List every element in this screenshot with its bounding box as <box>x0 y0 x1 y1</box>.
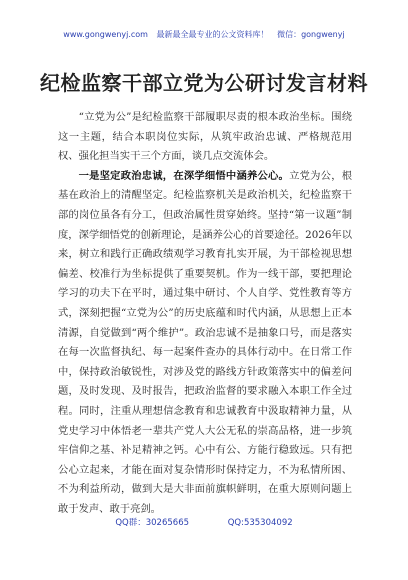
footer-qq: QQ:535304092 <box>227 518 293 528</box>
document-title: 纪检监察干部立党为公研讨发言材料 <box>40 71 368 95</box>
page-footer <box>0 517 408 529</box>
section-1-paragraph <box>58 167 352 520</box>
page-header <box>0 30 408 40</box>
section-1-body: 立党为公，根基在政治上的清醒坚定。纪检监察机关是政治机关，纪检监察干部的岗位虽各有分工，但政治属性贯穿始终。坚持“第一议题”制度，深学细悟党的创新理论，是涵养公心的首要途径。2026年以来，树立和践行正确政绩观学习教育扎实开展，为干部检视思想偏差、校准行为坐标提供了重要契机。作为一线干部，要把理论学习的功夫下在平时，通过集中研讨、个人自学、党性教育等方式，深刻把握“立党为公”的历史底蕴和时代内涵，从思想上正本清源，自觉做到“两个维护”。政治忠诚不是抽象口号，而是落实在每一次监督执纪、每一起案件查办的具体行动中。在日常工作中，保持政治敏锐性，对涉及党的路线方针政策落实中的偏差问题，及时发现、及时报告，把政治监督的要求融入本职工作全过程。同时，注重从理想信念教育和忠诚教育中汲取精神力量，从党史学习中体悟老一辈共产党人大公无私的崇高品格，进一步筑牢信仰之基、补足精神之钙。心中有公、方能行稳致远。只有把公心立起来，才能在面对复杂情形时保持定力，不为私情所困、不为利益所动，做到大是大非面前旗帜鲜明，在重大原则问题上敢于发声、敢于亮剑。 <box>58 169 353 515</box>
header-site-link[interactable]: www.gongwenyj.com <box>63 30 148 39</box>
header-tagline: 最新最全最专业的公文资料库！ <box>156 30 269 39</box>
section-1-heading: 一是坚定政治忠诚，在深学细悟中涵养公心。 <box>78 169 290 182</box>
header-wechat: 微信：gongwenyj <box>277 30 345 39</box>
footer-qq-group: QQ群：30265665 <box>115 518 190 528</box>
document-body <box>58 108 352 519</box>
intro-paragraph: “立党为公”是纪检监察干部履职尽责的根本政治坐标。围绕这一主题，结合本职岗位实际，从筑牢政治忠诚、严格规范用权、强化担当实干三个方面，谈几点交流体会。 <box>58 111 352 163</box>
